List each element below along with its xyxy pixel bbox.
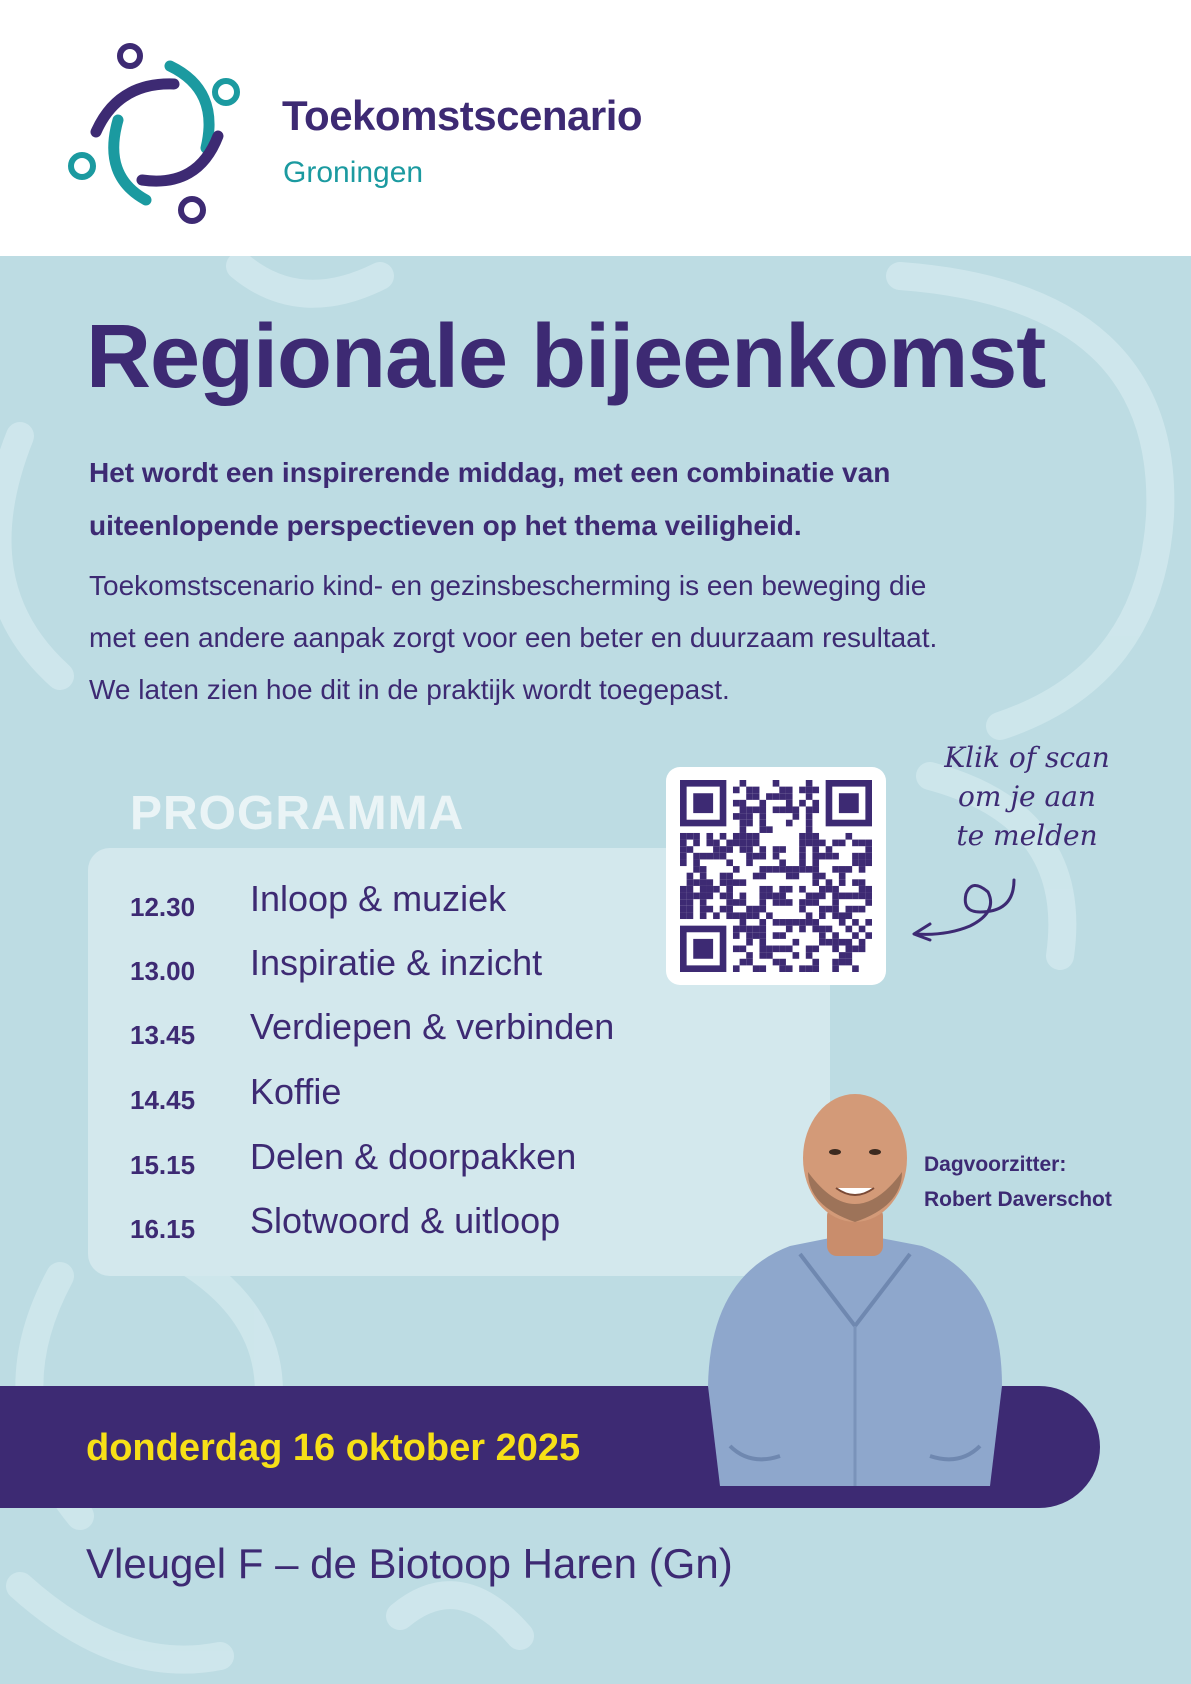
event-date: donderdag 16 oktober 2025 xyxy=(86,1427,581,1469)
intro-paragraph xyxy=(89,560,1119,716)
programme-time: 14.45 xyxy=(130,1085,196,1115)
event-venue: Vleugel F – de Biotoop Haren (Gn) xyxy=(86,1540,733,1587)
intro-highlight-line: uiteenlopende perspectieven op het thema veiligheid. xyxy=(89,510,802,541)
qr-code-icon xyxy=(680,780,872,972)
programme-label: Inspiratie & inzicht xyxy=(250,942,543,983)
signup-note-line: Klik of scan xyxy=(944,741,1110,774)
chairperson-label: Dagvoorzitter: xyxy=(924,1153,1067,1176)
programme-label: Inloop & muziek xyxy=(250,878,507,919)
intro-paragraph-line: Toekomstscenario kind- en gezinsbescherming is een beweging die xyxy=(89,570,927,601)
signup-qr-code[interactable] xyxy=(666,767,886,985)
signup-note-line: te melden xyxy=(956,819,1098,852)
programme-label: Koffie xyxy=(250,1071,342,1112)
people-circle-logo-icon xyxy=(66,40,256,230)
chairperson-name: Robert Daverschot xyxy=(924,1188,1112,1211)
signup-note-line: om je aan xyxy=(958,780,1096,813)
programme-time: 13.45 xyxy=(130,1020,196,1050)
intro-highlight-line: Het wordt een inspirerende middag, met een combinatie van xyxy=(89,457,891,488)
programme-label: Slotwoord & uitloop xyxy=(250,1200,561,1241)
programme-heading: PROGRAMMA xyxy=(130,787,465,840)
programme-time: 13.00 xyxy=(130,956,196,986)
chairperson-photo xyxy=(690,1086,1020,1486)
programme-time: 15.15 xyxy=(130,1150,196,1180)
curly-arrow-icon xyxy=(910,872,1020,942)
header xyxy=(0,0,1191,256)
programme-item xyxy=(130,1006,830,1056)
intro-highlight xyxy=(89,446,1089,552)
brand-name: Toekomstscenario xyxy=(282,92,643,139)
programme-label: Verdiepen & verbinden xyxy=(250,1006,615,1047)
signup-note xyxy=(922,738,1132,855)
brand-region: Groningen xyxy=(283,156,424,189)
programme-time: 16.15 xyxy=(130,1214,196,1244)
intro-paragraph-line: met een andere aanpak zorgt voor een beter en duurzaam resultaat. xyxy=(89,622,938,653)
programme-label: Delen & doorpakken xyxy=(250,1136,577,1177)
intro-paragraph-line: We laten zien hoe dit in de praktijk wordt toegepast. xyxy=(89,674,730,705)
programme-time: 12.30 xyxy=(130,892,196,922)
page-title: Regionale bijeenkomst xyxy=(86,307,1046,407)
